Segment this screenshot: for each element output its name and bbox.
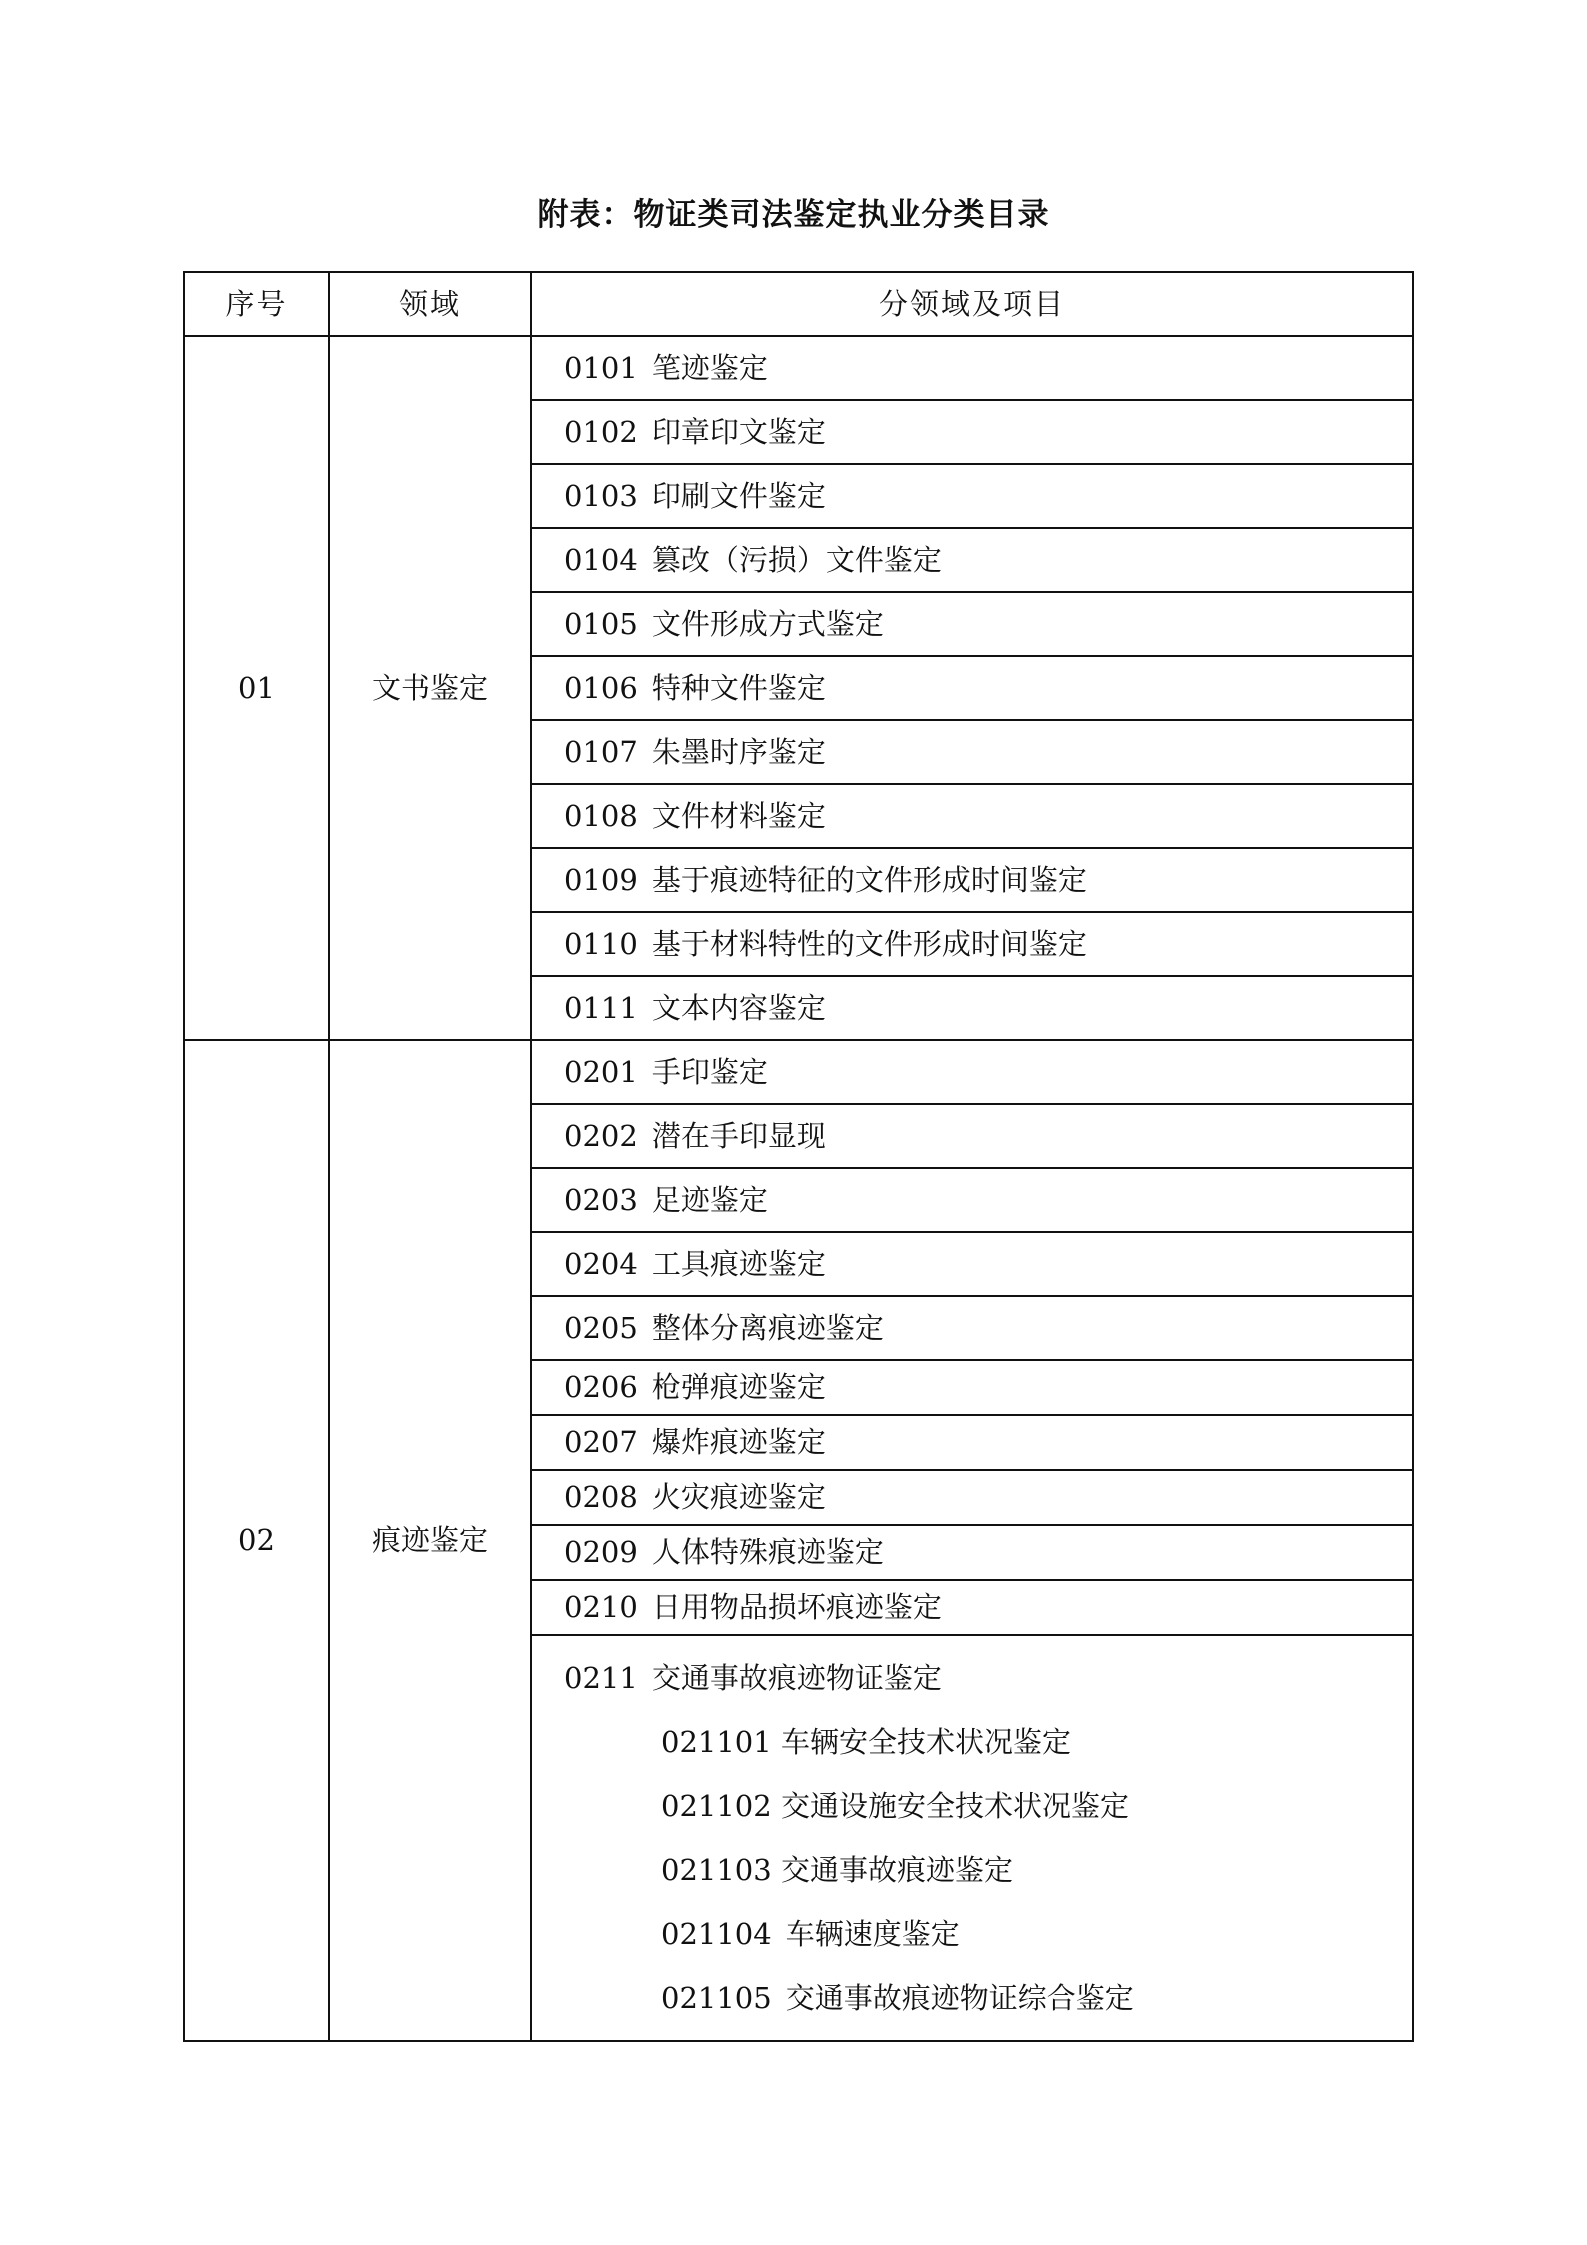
item-cell	[531, 1470, 1413, 1525]
item-name: 文件形成方式鉴定	[651, 606, 884, 641]
subitem-code: 021102	[661, 1789, 772, 1823]
item-code: 0210	[564, 1590, 638, 1625]
subitem-code: 021105	[661, 1981, 772, 2015]
item-cell	[531, 1580, 1413, 1635]
item-cell	[531, 528, 1413, 592]
item-name: 篡改（污损）文件鉴定	[651, 542, 942, 577]
item-name: 爆炸痕迹鉴定	[651, 1425, 826, 1460]
table-row	[184, 336, 1413, 400]
item-cell	[531, 1232, 1413, 1296]
item-code: 0110	[564, 926, 638, 961]
item-name: 基于材料特性的文件形成时间鉴定	[651, 926, 1087, 961]
item-cell	[531, 720, 1413, 784]
item-cell	[531, 912, 1413, 976]
item-cell	[531, 656, 1413, 720]
header-seq: 序号	[184, 272, 329, 336]
item-cell	[531, 400, 1413, 464]
item-name: 基于痕迹特征的文件形成时间鉴定	[651, 862, 1087, 897]
item-name: 交通事故痕迹物证鉴定	[651, 1661, 942, 1695]
item-name: 印章印文鉴定	[651, 414, 826, 449]
item-name: 日用物品损坏痕迹鉴定	[651, 1590, 942, 1625]
item-name: 枪弹痕迹鉴定	[651, 1370, 826, 1405]
subitem-name: 车辆速度鉴定	[785, 1917, 960, 1951]
list-item	[564, 1902, 1412, 1966]
item-name: 火灾痕迹鉴定	[651, 1480, 826, 1515]
seq-cell: 01	[184, 336, 329, 1040]
item-name: 足迹鉴定	[651, 1182, 768, 1217]
subitem-name: 交通事故痕迹鉴定	[780, 1853, 1013, 1887]
item-name: 潜在手印显现	[651, 1118, 826, 1153]
item-cell	[531, 1525, 1413, 1580]
subitem-name: 交通事故痕迹物证综合鉴定	[785, 1981, 1134, 2015]
subitem-name: 交通设施安全技术状况鉴定	[780, 1789, 1129, 1823]
item-cell	[531, 1168, 1413, 1232]
item-code: 0211	[564, 1661, 638, 1695]
item-code: 0111	[564, 990, 638, 1025]
item-code: 0102	[564, 414, 638, 449]
item-code: 0103	[564, 478, 638, 513]
item-code: 0107	[564, 734, 638, 769]
item-code: 0101	[564, 350, 638, 385]
traffic-accident-subitems	[564, 1636, 1412, 2040]
item-name: 工具痕迹鉴定	[651, 1246, 826, 1281]
header-items: 分领域及项目	[531, 272, 1413, 336]
item-name: 手印鉴定	[651, 1054, 768, 1089]
item-code: 0207	[564, 1425, 638, 1460]
page-title: 附表：物证类司法鉴定执业分类目录	[537, 197, 1050, 233]
item-cell	[531, 1635, 1413, 2041]
table-header	[184, 272, 1413, 336]
item-code: 0109	[564, 862, 638, 897]
subitem-name: 车辆安全技术状况鉴定	[780, 1725, 1071, 1759]
item-cell	[531, 1104, 1413, 1168]
domain-cell: 文书鉴定	[329, 336, 531, 1040]
item-cell	[531, 1415, 1413, 1470]
item-name: 特种文件鉴定	[651, 670, 826, 705]
item-code: 0202	[564, 1118, 638, 1153]
header-domain: 领域	[329, 272, 531, 336]
item-code: 0105	[564, 606, 638, 641]
item-code: 0204	[564, 1246, 638, 1281]
seq-cell: 02	[184, 1040, 329, 2041]
item-cell	[531, 1360, 1413, 1415]
subitem-code: 021104	[661, 1917, 772, 1951]
item-name: 整体分离痕迹鉴定	[651, 1310, 884, 1345]
table-body	[184, 336, 1413, 2041]
subitem-code: 021101	[661, 1725, 772, 1759]
item-name: 人体特殊痕迹鉴定	[651, 1535, 884, 1570]
header-row	[184, 272, 1413, 336]
item-cell	[531, 848, 1413, 912]
item-code: 0209	[564, 1535, 638, 1570]
item-code: 0203	[564, 1182, 638, 1217]
subitem-code: 021103	[661, 1853, 772, 1887]
item-code: 0108	[564, 798, 638, 833]
classification-table	[183, 271, 1414, 2042]
item-cell	[531, 784, 1413, 848]
domain-cell: 痕迹鉴定	[329, 1040, 531, 2041]
item-code: 0208	[564, 1480, 638, 1515]
list-item	[564, 1646, 1412, 1710]
list-item	[564, 1838, 1412, 1902]
item-cell	[531, 336, 1413, 400]
list-item	[564, 1966, 1412, 2030]
item-cell	[531, 592, 1413, 656]
item-name: 笔迹鉴定	[651, 350, 768, 385]
item-name: 印刷文件鉴定	[651, 478, 826, 513]
item-code: 0106	[564, 670, 638, 705]
item-cell	[531, 1296, 1413, 1360]
item-code: 0104	[564, 542, 638, 577]
item-cell	[531, 464, 1413, 528]
item-cell	[531, 976, 1413, 1040]
item-code: 0206	[564, 1370, 638, 1405]
item-name: 文本内容鉴定	[651, 990, 826, 1025]
item-name: 朱墨时序鉴定	[651, 734, 826, 769]
item-code: 0205	[564, 1310, 638, 1345]
table-row	[184, 1040, 1413, 1104]
item-cell	[531, 1040, 1413, 1104]
item-name: 文件材料鉴定	[651, 798, 826, 833]
item-code: 0201	[564, 1054, 638, 1089]
list-item	[564, 1710, 1412, 1774]
list-item	[564, 1774, 1412, 1838]
